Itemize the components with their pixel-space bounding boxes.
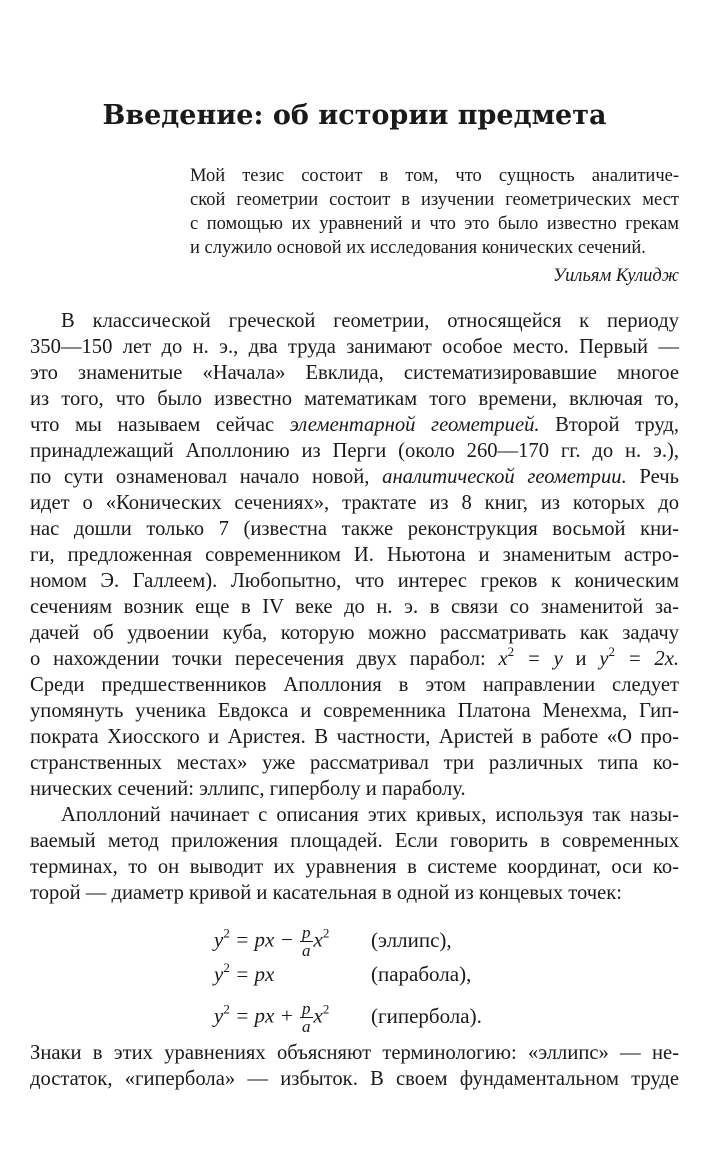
text-line: Аполлоний начинает с описания этих кривых, используя так назы- — [61, 804, 679, 826]
text-line: сечениям возник еще в IV веке до н. э. в связи со знаменитой за- — [30, 596, 679, 618]
fraction: $\frac{p}{a}$ — [302, 999, 311, 1036]
fraction: $\frac{p}{a}$ — [302, 923, 311, 960]
epigraph-line: и служило основой их исследования конических сечений. — [190, 238, 646, 258]
text-line: упомянуть ученика Евдокса и современника Платона Менехма, Гип- — [30, 700, 679, 722]
text-line: ваемый метод приложения площадей. Если говорить в современных — [30, 830, 679, 852]
text-line: из того, что было известно математикам того времени, включая то, — [30, 388, 679, 410]
text-line: терминах, то он выводит их уравнения в системе координат, оси ко- — [30, 856, 679, 878]
continued-text — [30, 1040, 679, 1092]
text-line: принадлежащий Аполлонию из Перги (около 260—170 гг. до н. э.), — [30, 440, 679, 462]
text-line: ги, предложенная современником И. Ньютона и знаменитым астро- — [30, 544, 679, 566]
text-line: это знаменитые «Начала» Евклида, систематизировавшие многое — [30, 362, 679, 384]
main-text — [30, 308, 679, 906]
text-line: странственных местах» уже рассматривал три различных типа ко- — [30, 752, 679, 774]
text-line: по сути ознаменовал начало новой, аналитической геометрии. Речь — [30, 466, 679, 488]
text-line: что мы называем сейчас элементарной геометрией. Второй труд, — [30, 414, 680, 436]
text-line: дачей об удвоении куба, которую можно рассматривать как задачу — [30, 622, 679, 644]
text-line: нас дошли только 7 (известна также реконструкция восьмой кни- — [30, 518, 679, 540]
book-page: Введение: об истории предмета Мой тезис состоит в том, что сущность аналитиче- ской геометрии состоит в изучении геометрических мест с помощью их уравнений и что это было известно грекам и служило основой их исследования конических сечений. Уильям Кулидж В классической греческой геометрии, относящейся к периоду 350—150 лет до н. э., два труда занимают особое место. Первый — это знаменитые «Начала» Евклида, систематизировавшие многое из того, что было известно математикам того времени, включая то, что мы называем сейчас элементарной геометрией. Второй труд, принадлежащий Аполлонию из Перги (около 260—170 гг. до н. э.), по сути ознаменовал начало новой, аналитической геометрии. Речь идет о «Конических сечениях», трактате из 8 книг, из которых до нас дошли только 7 (известна также реконструкция восьмой кни- ги, предложенная современником И. Ньютона и знаменитым астро- номом Э. Галлеем). Любопытно, что интерес греков к коническим сечениям возник еще в IV веке до н. э. в связи со знаменитой за- дачей об удвоении куба, которую можно рассматривать как задачу о нахождении точки пересечения двух парабол: $x^2 = y$ и $y^2 = 2x$. Среди предшественников Аполлония в этом направлении следует упомянуть ученика Евдокса и современника Платона Менехма, Гип- пократа Хиосского и Аристея. В частности, Аристей в работе «О про- странственных местах» уже рассматривал три различных типа ко- нических сечений: эллипс, гиперболу и параболу. Аполлоний начинает с описания этих кривых, используя так назы- ваемый метод приложения площадей. Если говорить в современных терминах, то он выводит их уравнения в системе координат, оси ко- торой — диаметр кривой и касательная в одной из концевых точек: $y^2$ = px − $\frac{p}{a}$ $x^2$ (эллипс), $y^2$ = px (парабола), $y^2$ = px + $\frac{p}{a}$ $x^2$ (гипербола). Знаки в этих уравнениях объясняют терминологию: «эллипс» — не- достаток, «гипербола» — избыток. В своем фундаментальном труде — [0, 0, 727, 1152]
epigraph-line: с помощью их уравнений и что это было известно грекам — [190, 214, 679, 234]
chapter-title: Введение: об истории предмета — [102, 100, 607, 131]
text-line: 350—150 лет до н. э., два труда занимают особое место. Первый — — [30, 336, 679, 358]
text-line: достаток, «гипербола» — избыток. В своем фундаментальном труде — [30, 1068, 679, 1090]
text-line: о нахождении точки пересечения двух парабол: $x^2 = y$ и $y^2 = 2x$. — [30, 644, 679, 670]
text-line: Знаки в этих уравнениях объясняют терминологию: «эллипс» — не- — [30, 1042, 679, 1064]
text-line: идет о «Конических сечениях», трактате из 8 книг, из которых до — [30, 492, 679, 514]
epigraph-line: ской геометрии состоит в изучении геометрических мест — [190, 190, 679, 210]
epigraph-line: Мой тезис состоит в том, что сущность аналитиче- — [190, 166, 679, 186]
text-line: пократа Хиосского и Аристея. В частности, Аристей в работе «О про- — [30, 726, 679, 748]
text-line: торой — диаметр кривой и касательная в одной из концевых точек: — [30, 882, 623, 904]
text-line: Среди предшественников Аполлония в этом направлении следует — [30, 674, 679, 696]
text-line: номом Э. Галлеем). Любопытно, что интерес греков к коническим — [30, 570, 679, 592]
text-line: нических сечений: эллипс, гиперболу и параболу. — [30, 778, 466, 800]
text-line: В классической греческой геометрии, относящейся к периоду — [61, 310, 679, 332]
epigraph-author: Уильям Кулидж — [552, 266, 679, 286]
epigraph — [190, 164, 679, 260]
